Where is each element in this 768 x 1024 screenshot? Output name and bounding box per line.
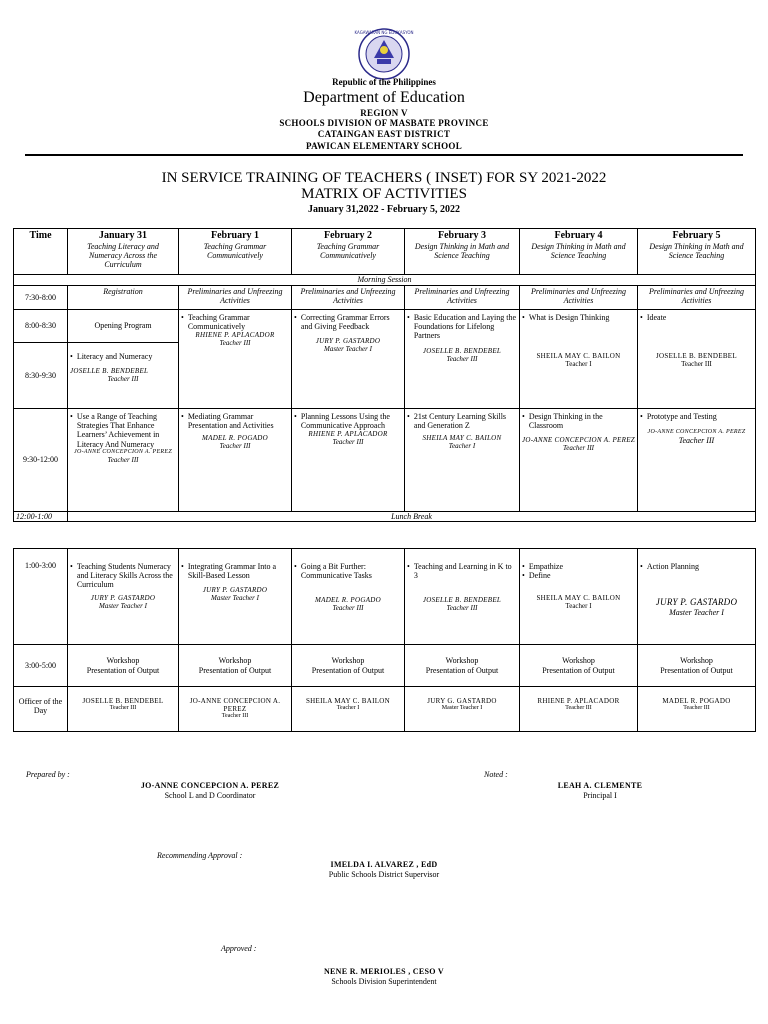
schedule-cell: • Empathize • Define SHEILA MAY C. BAILON Teacher I xyxy=(520,549,638,645)
schedule-cell: • Action Planning JURY P. GASTARDO Master Teacher I xyxy=(638,549,756,645)
table-row xyxy=(14,286,756,310)
schedule-cell: Preliminaries and Unfreezing Activities xyxy=(292,286,405,310)
day-header: February 5 Design Thinking in Math and Science Teaching xyxy=(638,229,756,275)
header-divider xyxy=(25,154,743,156)
schedule-cell: • Basic Education and Laying the Foundations for Lifelong Partners JOSELLE B. BENDEBEL Teacher III xyxy=(405,310,520,409)
schedule-cell: • Planning Lessons Using the Communicative Approach RHIENE P. APLACADOR Teacher III xyxy=(292,409,405,512)
schedule-cell: • Teaching Grammar Communicatively RHIENE P. APLACADOR Teacher III xyxy=(179,310,292,409)
day-header: February 4 Design Thinking in Math and Science Teaching xyxy=(520,229,638,275)
day-header: February 2 Teaching Grammar Communicatively xyxy=(292,229,405,275)
officer-cell: JOSELLE B. BENDEBEL Teacher III xyxy=(68,687,179,732)
workshop-cell: Workshop Presentation of Output xyxy=(638,645,756,687)
document-subtitle: MATRIX OF ACTIVITIES xyxy=(301,186,467,202)
svg-text:KAGAWARAN NG EDUKASYON: KAGAWARAN NG EDUKASYON xyxy=(354,30,414,35)
time-cell: 12:00-1:00 xyxy=(14,512,68,522)
schedule-cell: • Going a Bit Further: Communicative Tasks MADEL R. POGADO Teacher III xyxy=(292,549,405,645)
noted-name: LEAH A. CLEMENTE xyxy=(557,781,643,790)
morning-schedule-table xyxy=(13,228,756,522)
schedule-cell: Preliminaries and Unfreezing Activities xyxy=(179,286,292,310)
schedule-cell: • Correcting Grammar Errors and Giving Feedback JURY P. GASTARDO Master Teacher I xyxy=(292,310,405,409)
schedule-cell: • Ideate JOSELLE B. BENDEBEL Teacher III xyxy=(638,310,756,409)
schedule-cell: • Design Thinking in the Classroom JO-ANNE CONCEPCION A. PEREZ Teacher III xyxy=(520,409,638,512)
workshop-cell: Workshop Presentation of Output xyxy=(292,645,405,687)
document-title: IN SERVICE TRAINING OF TEACHERS ( INSET) FOR SY 2021-2022 xyxy=(161,170,607,186)
prepared-by-label: Prepared by : xyxy=(26,770,70,779)
school-label: PAWICAN ELEMENTARY SCHOOL xyxy=(305,141,463,151)
schedule-cell: • Use a Range of Teaching Strategies That Enhance Learners’ Achievement in Literacy And Numeracy JO-ANNE CONCEPCION A. PEREZ Teacher III xyxy=(68,409,179,512)
noted-position: Principal I xyxy=(583,790,617,800)
officer-cell: JO-ANNE CONCEPCION A. PEREZ Teacher III xyxy=(179,687,292,732)
workshop-cell: Workshop Presentation of Output xyxy=(68,645,179,687)
prepared-by-name: JO-ANNE CONCEPCION A. PEREZ xyxy=(140,781,280,790)
officer-row xyxy=(14,687,756,732)
schedule-cell: • Teaching Students Numeracy and Literacy Skills Across the Curriculum JURY P. GASTARDO Master Teacher I xyxy=(68,549,179,645)
noted-block xyxy=(500,781,700,800)
day-header: January 31 Teaching Literacy and Numeracy Across the Curriculum xyxy=(68,229,179,275)
lunch-break-label: Lunch Break xyxy=(68,512,756,522)
schedule-cell: • 21st Century Learning Skills and Generation Z SHEILA MAY C. BAILON Teacher I xyxy=(405,409,520,512)
table-row xyxy=(14,310,756,343)
schedule-cell: • Literacy and Numeracy JOSELLE B. BENDEBEL Teacher III xyxy=(68,343,179,409)
approved-position: Schools Division Superintendent xyxy=(331,976,437,986)
recommending-name: IMELDA I. ALVAREZ , EdD xyxy=(330,860,438,869)
afternoon-schedule-table xyxy=(13,548,756,732)
morning-session-row xyxy=(14,275,756,286)
day-header: February 1 Teaching Grammar Communicatively xyxy=(179,229,292,275)
morning-session-label: Morning Session xyxy=(14,275,756,286)
republic-label: Republic of the Philippines xyxy=(332,77,436,87)
schedule-cell: • What is Design Thinking SHEILA MAY C. BAILON Teacher I xyxy=(520,310,638,409)
deped-seal-logo xyxy=(354,28,414,80)
prepared-by-position: School L and D Coordinator xyxy=(164,790,256,800)
lunch-row xyxy=(14,512,756,522)
date-range: January 31,2022 - February 5, 2022 xyxy=(308,204,460,215)
department-title: Department of Education xyxy=(303,89,465,106)
region-label: REGION V xyxy=(360,108,408,118)
time-cell: 8:00-8:30 xyxy=(14,310,68,343)
schedule-cell: Preliminaries and Unfreezing Activities xyxy=(405,286,520,310)
recommending-approval-label: Recommending Approval : xyxy=(157,851,243,860)
workshop-cell: Workshop Presentation of Output xyxy=(520,645,638,687)
schedule-cell: Preliminaries and Unfreezing Activities xyxy=(520,286,638,310)
officer-cell: RHIENE P. APLACADOR Teacher III xyxy=(520,687,638,732)
approved-block xyxy=(284,967,484,986)
division-label: SCHOOLS DIVISION OF MASBATE PROVINCE xyxy=(279,118,489,128)
time-header: Time xyxy=(14,229,68,275)
schedule-cell: Registration xyxy=(68,286,179,310)
approved-label: Approved : xyxy=(221,944,257,953)
time-cell: 3:00-5:00 xyxy=(14,645,68,687)
workshop-cell: Workshop Presentation of Output xyxy=(405,645,520,687)
recommending-position: Public Schools District Supervisor xyxy=(328,869,440,879)
time-cell: 8:30-9:30 xyxy=(14,343,68,409)
officer-cell: JURY G. GASTARDO Master Teacher I xyxy=(405,687,520,732)
noted-label: Noted : xyxy=(484,770,508,779)
time-cell: 9:30-12:00 xyxy=(14,409,68,512)
table-row xyxy=(14,409,756,512)
time-cell: 1:00-3:00 xyxy=(14,549,68,645)
officer-cell: MADEL R. POGADO Teacher III xyxy=(638,687,756,732)
schedule-cell: Preliminaries and Unfreezing Activities xyxy=(638,286,756,310)
opening-program-cell: Opening Program xyxy=(68,310,179,343)
district-label: CATAINGAN EAST DISTRICT xyxy=(317,129,451,139)
officer-label: Officer of the Day xyxy=(14,687,68,732)
schedule-cell: • Integrating Grammar Into a Skill-Based Lesson JURY P. GASTARDO Master Teacher I xyxy=(179,549,292,645)
day-header-row xyxy=(14,229,756,275)
table-row xyxy=(14,645,756,687)
schedule-cell: • Mediating Grammar Presentation and Activities MADEL R. POGADO Teacher III xyxy=(179,409,292,512)
table-row xyxy=(14,549,756,645)
recommending-block xyxy=(284,860,484,879)
time-cell: 7:30-8:00 xyxy=(14,286,68,310)
workshop-cell: Workshop Presentation of Output xyxy=(179,645,292,687)
schedule-cell: • Teaching and Learning in K to 3 JOSELLE B. BENDEBEL Teacher III xyxy=(405,549,520,645)
officer-cell: SHEILA MAY C. BAILON Teacher I xyxy=(292,687,405,732)
day-header: February 3 Design Thinking in Math and Science Teaching xyxy=(405,229,520,275)
prepared-by-block xyxy=(110,781,310,800)
schedule-cell: • Prototype and Testing JO-ANNE CONCEPCION A. PEREZ Teacher III xyxy=(638,409,756,512)
approved-name: NENE R. MERIOLES , CESO V xyxy=(323,967,445,976)
